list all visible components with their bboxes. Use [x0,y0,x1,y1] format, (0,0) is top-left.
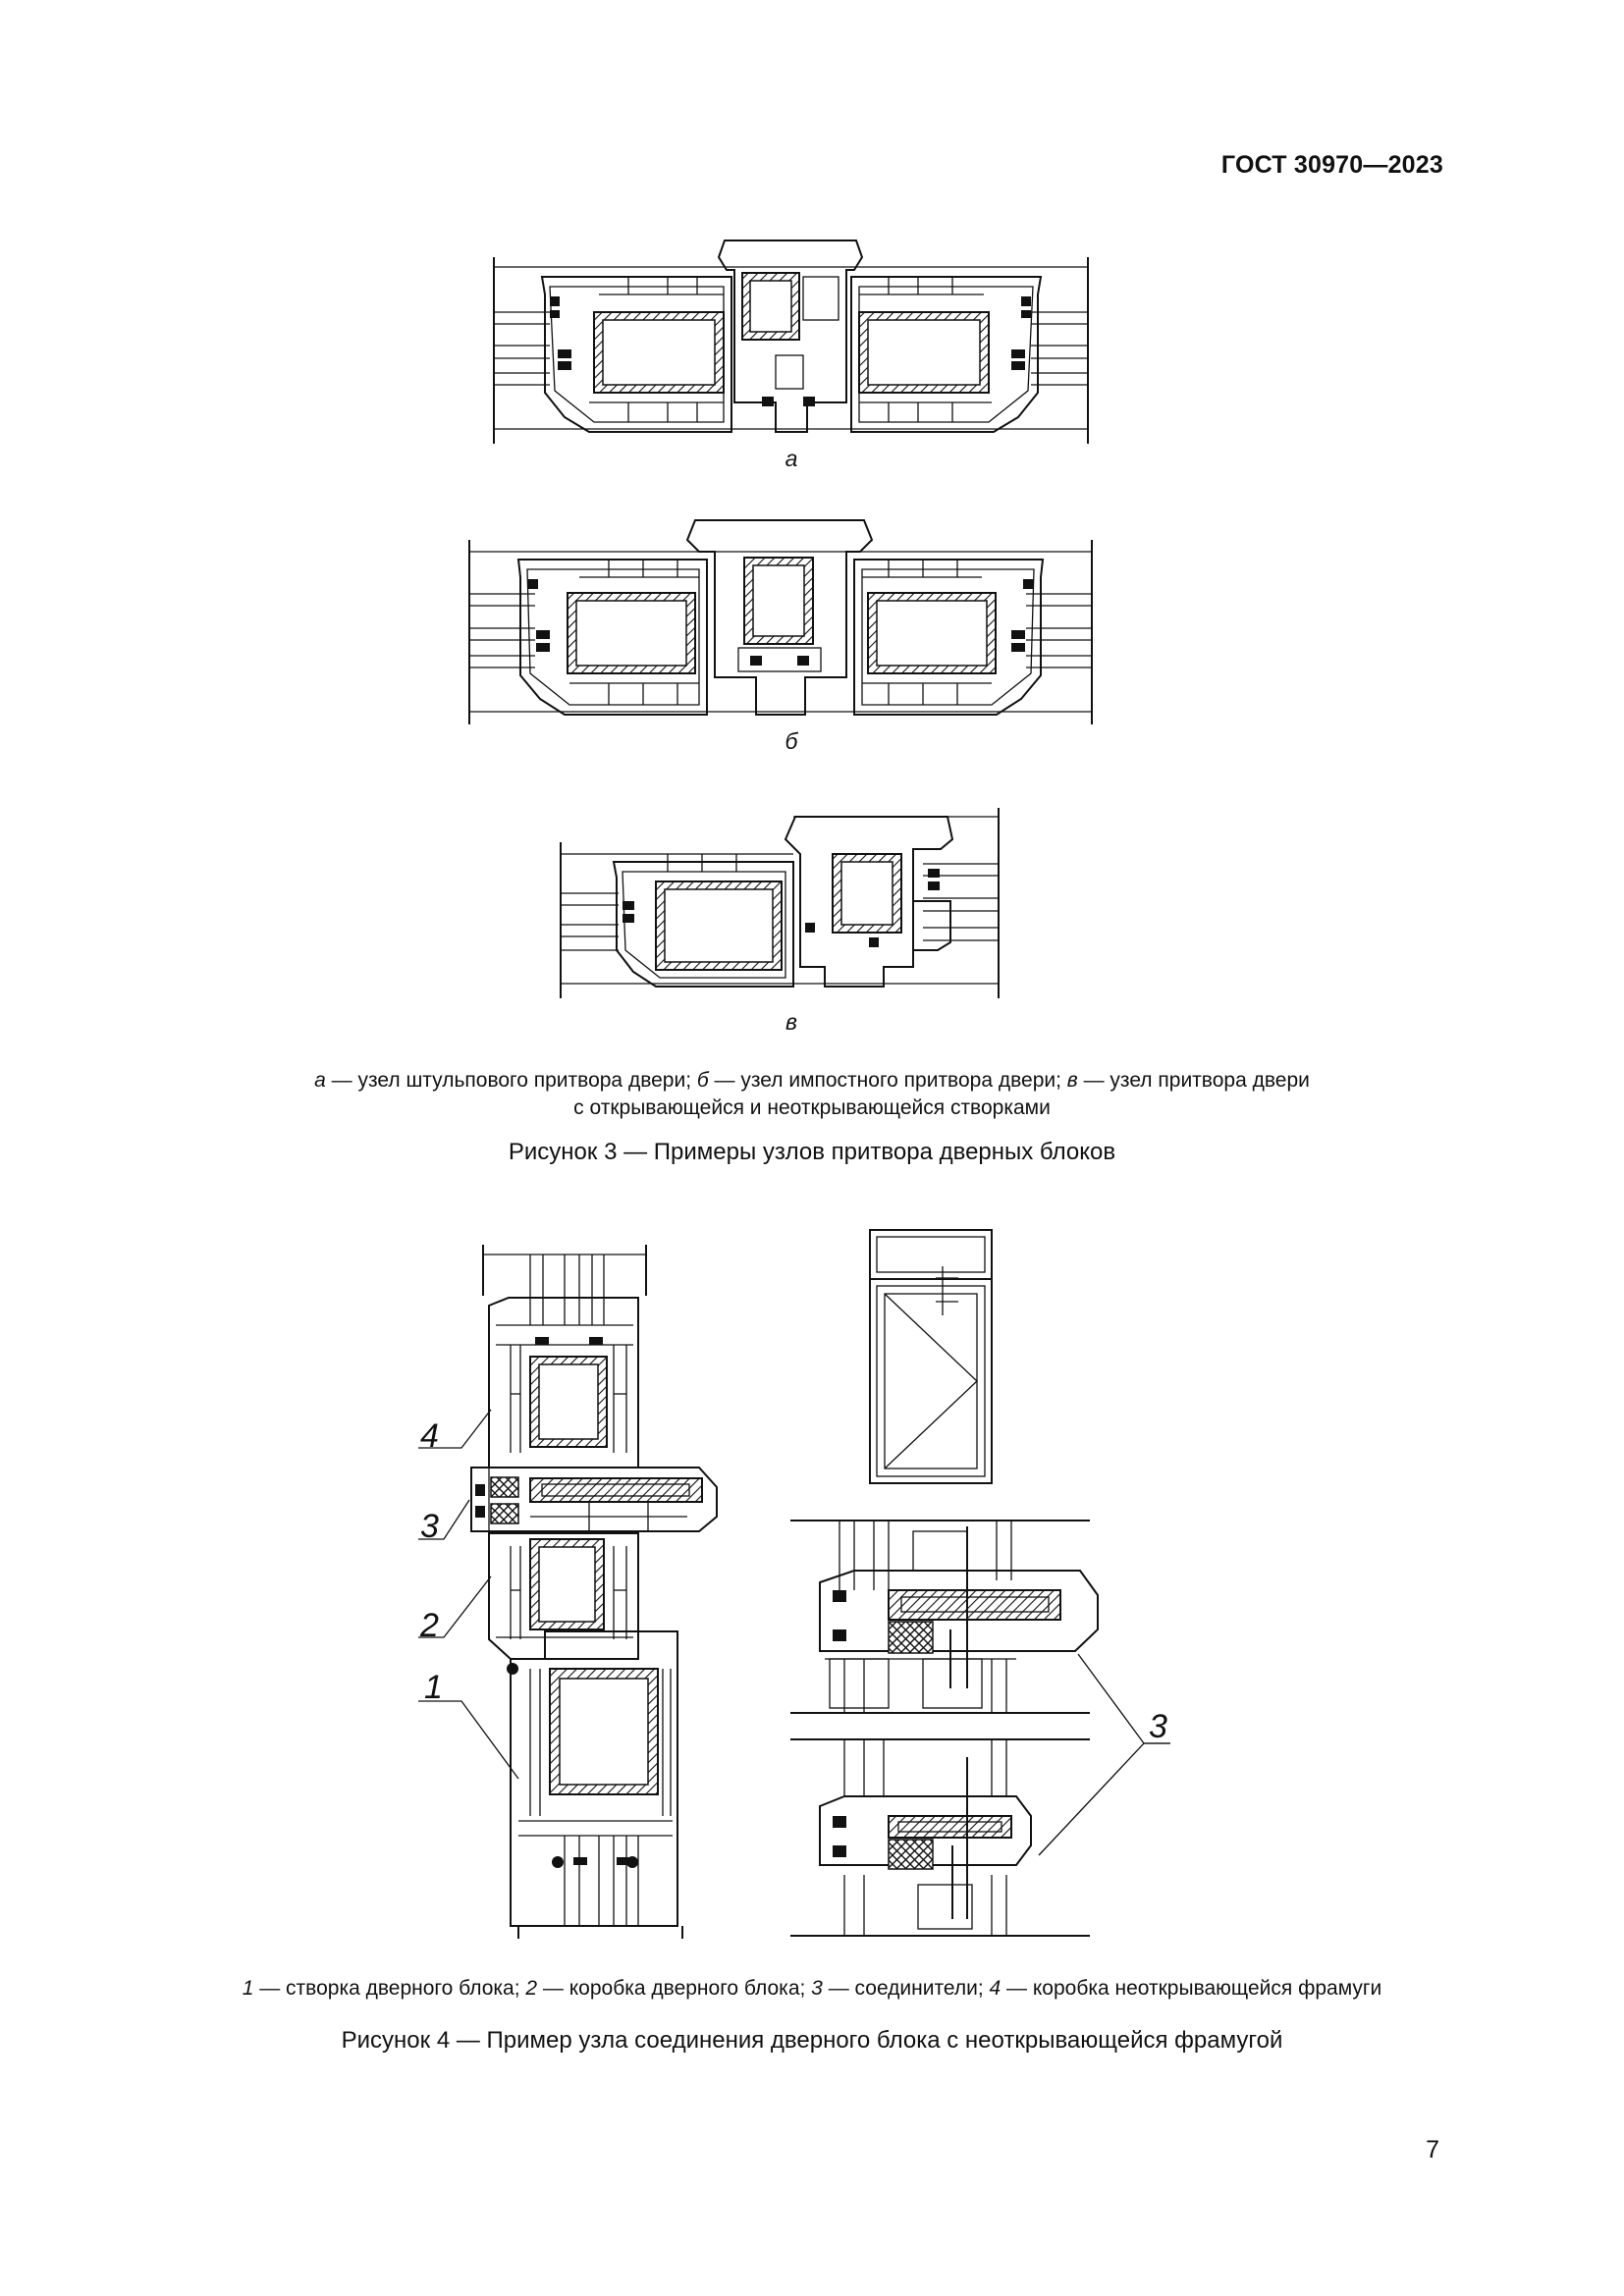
figure-4-legend [118,1975,1506,2002]
legend-key-b: б [696,1069,709,1092]
figure-3b-drawing [469,520,1092,724]
figure-3-legend-line-1 [157,1067,1467,1095]
figure-4-left-section [418,1245,717,1939]
callout-2: 2 [420,1607,439,1644]
legend-text-1: — створка дверного блока; [253,1977,526,2000]
figure-3-caption: Рисунок 3 — Примеры узлов притвора дверных блоков [508,1139,1116,1165]
figure-3-legend-line-2: с открывающейся и неоткрывающейся створками [573,1096,1051,1119]
document-standard-number: ГОСТ 30970—2023 [1220,151,1443,179]
legend-text-4: — коробка неоткрывающейся фрамуги [1001,1977,1382,2000]
legend-key-2: 2 [525,1977,538,2000]
callout-3-right: 3 [1149,1708,1167,1745]
figure-3-legend [157,1067,1467,1122]
legend-key-1: 1 [242,1977,254,2000]
legend-key-v: в [1066,1069,1078,1092]
callout-1: 1 [424,1669,443,1706]
figure-3v-drawing [561,808,999,998]
callout-4: 4 [420,1417,439,1455]
callout-3-left: 3 [420,1508,439,1545]
figure-4-elevation [870,1230,992,1483]
legend-text-3: — соединители; [822,1977,990,2000]
legend-text-v: — узел притвора двери [1077,1069,1310,1092]
figure-4-right-sections [790,1521,1170,1936]
figure-3a-drawing [494,240,1088,444]
figure-3v-label: в [785,1009,797,1035]
legend-text-a: — узел штульпового притвора двери; [325,1069,697,1092]
legend-key-a: а [314,1069,326,1092]
legend-key-4: 4 [989,1977,1001,2000]
page-number: 7 [1426,2136,1439,2163]
figure-3a-label: а [785,446,798,471]
legend-text-2: — коробка дверного блока; [537,1977,812,2000]
figure-4-caption: Рисунок 4 — Пример узла соединения дверного блока с неоткрывающейся фрамугой [341,2027,1283,2054]
legend-key-3: 3 [811,1977,823,2000]
legend-text-b: — узел импостного притвора двери; [708,1069,1067,1092]
figure-3b-label: б [785,728,798,754]
